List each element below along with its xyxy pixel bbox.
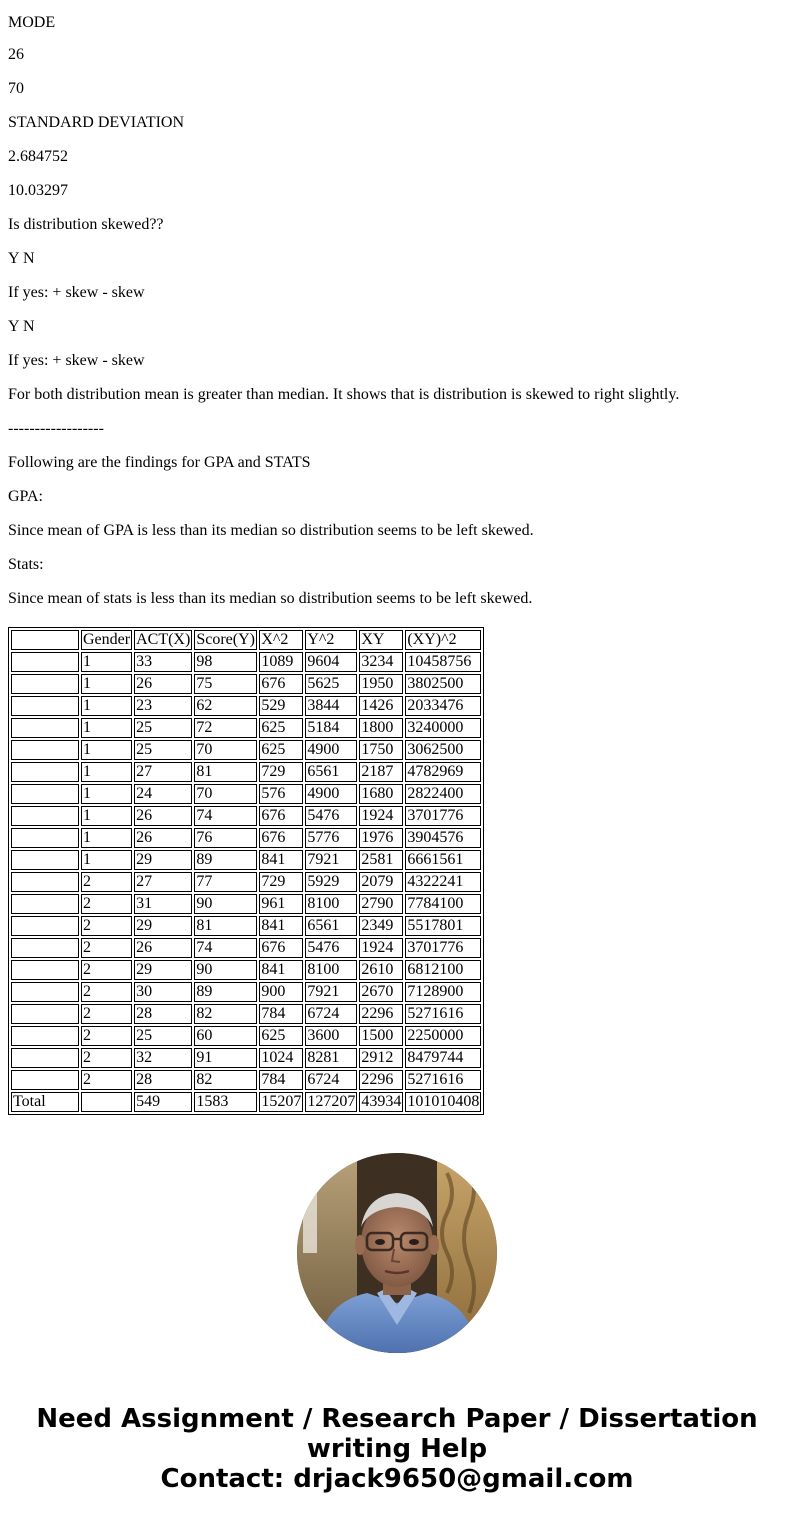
table-cell: 3701776 (405, 938, 481, 958)
table-row (11, 806, 481, 826)
table-cell: 7128900 (405, 982, 481, 1002)
table-cell: 25 (134, 1026, 192, 1046)
table-header-cell: Y^2 (305, 630, 357, 650)
table-cell (11, 960, 79, 980)
table-cell: 29 (134, 850, 192, 870)
table-cell: 15207 (261, 1093, 302, 1110)
table-row (11, 674, 481, 694)
table-header-cell: Score(Y) (194, 630, 257, 650)
table-row (11, 916, 481, 936)
table-cell: 24 (134, 784, 192, 804)
table-cell: 6724 (305, 1070, 357, 1090)
table-cell: Total (11, 1092, 79, 1112)
table-cell: 3904576 (405, 828, 481, 848)
text-line: GPA: (8, 488, 43, 505)
table-header-cell: XY (359, 630, 403, 650)
author-avatar (297, 1153, 497, 1353)
table-row (11, 894, 481, 914)
table-cell: 32 (134, 1048, 192, 1068)
table-cell: 81 (194, 762, 257, 782)
table-cell: 576 (259, 784, 303, 804)
table-cell (11, 784, 79, 804)
table-row (11, 718, 481, 738)
table-cell: 1 (81, 674, 132, 694)
table-cell: 2 (81, 1004, 132, 1024)
table-cell: 8281 (305, 1048, 357, 1068)
table-cell: 961 (259, 894, 303, 914)
table-cell: 1 (81, 806, 132, 826)
table-cell: 1 (81, 740, 132, 760)
table-cell: 841 (259, 850, 303, 870)
table-cell: 2296 (359, 1004, 403, 1024)
promo-line-2: writing Help (306, 1434, 488, 1464)
table-cell: 4900 (305, 784, 357, 804)
table-cell (11, 806, 79, 826)
table-cell: 1680 (359, 784, 403, 804)
table-cell: 8100 (305, 960, 357, 980)
text-line: If yes: + skew - skew (8, 352, 145, 369)
table-cell: 676 (259, 828, 303, 848)
document-body (8, 0, 786, 610)
table-cell (81, 1092, 132, 1112)
table-cell: 5271616 (405, 1004, 481, 1024)
table-cell: 29 (134, 916, 192, 936)
table-cell: 2 (81, 938, 132, 958)
table-cell: 5184 (305, 718, 357, 738)
table-cell (11, 1026, 79, 1046)
table-cell (11, 1070, 79, 1090)
table-cell: 1 (81, 718, 132, 738)
table-cell: 841 (259, 916, 303, 936)
table-cell: 2250000 (405, 1026, 481, 1046)
table-cell: 6561 (305, 916, 357, 936)
table-cell: 5476 (305, 806, 357, 826)
table-cell: 2 (81, 1048, 132, 1068)
table-cell (11, 872, 79, 892)
table-cell: 90 (194, 894, 257, 914)
table-cell: 5476 (305, 938, 357, 958)
table-cell: 729 (259, 762, 303, 782)
text-line: 70 (8, 80, 24, 97)
table-cell: 1950 (359, 674, 403, 694)
table-cell: 6661561 (405, 850, 481, 870)
table-cell: 729 (259, 872, 303, 892)
table-cell: 2296 (359, 1070, 403, 1090)
text-line: Stats: (8, 556, 44, 573)
table-cell (11, 674, 79, 694)
table-cell: 2079 (359, 872, 403, 892)
table-cell: 7921 (305, 982, 357, 1002)
table-cell: 98 (194, 652, 257, 672)
table-cell (11, 762, 79, 782)
text-line: 2.684752 (8, 148, 68, 165)
table-cell: 6812100 (405, 960, 481, 980)
text-line: MODE (8, 14, 56, 31)
table-cell: 2822400 (405, 784, 481, 804)
table-cell: 31 (134, 894, 192, 914)
table-header-row (11, 630, 481, 650)
table-cell (11, 850, 79, 870)
text-line: Y N (8, 318, 35, 335)
table-cell: 2 (81, 916, 132, 936)
text-line: 26 (8, 46, 24, 63)
table-cell: 625 (259, 1026, 303, 1046)
table-cell: 1024 (259, 1048, 303, 1068)
table-row (11, 762, 481, 782)
table-cell: 27 (134, 872, 192, 892)
text-line: STANDARD DEVIATION (8, 114, 185, 131)
table-cell: 2912 (359, 1048, 403, 1068)
table-cell: 33 (134, 652, 192, 672)
table-cell: 4900 (305, 740, 357, 760)
table-cell: 2610 (359, 960, 403, 980)
table-cell: 1089 (259, 652, 303, 672)
table-cell: 3062500 (405, 740, 481, 760)
table-cell (11, 1004, 79, 1024)
table-cell: 1583 (194, 1092, 257, 1112)
table-cell: 5929 (305, 872, 357, 892)
table-cell: 1 (81, 652, 132, 672)
table-cell: 3802500 (405, 674, 481, 694)
table-row (11, 1004, 481, 1024)
statistics-table (8, 627, 484, 1115)
table-cell: 1500 (359, 1026, 403, 1046)
table-cell (11, 938, 79, 958)
table-cell: 1924 (359, 938, 403, 958)
table-cell: 5517801 (405, 916, 481, 936)
table-cell: 62 (194, 696, 257, 716)
table-cell (11, 718, 79, 738)
table-row (11, 1070, 481, 1090)
table-cell: 4322241 (405, 872, 481, 892)
table-cell: 26 (134, 938, 192, 958)
table-header-cell: (XY)^2 (405, 630, 481, 650)
table-cell (11, 696, 79, 716)
table-row (11, 982, 481, 1002)
table-cell: 5776 (305, 828, 357, 848)
table-row (11, 828, 481, 848)
text-line: Since mean of stats is less than its median so distribution seems to be left skewed. (8, 590, 533, 607)
table-cell: 9604 (305, 652, 357, 672)
table-cell: 29 (134, 960, 192, 980)
table-cell: 1800 (359, 718, 403, 738)
table-cell: 26 (134, 806, 192, 826)
table-cell: 82 (194, 1004, 257, 1024)
table-cell: 3234 (359, 652, 403, 672)
table-cell: 82 (194, 1070, 257, 1090)
table-cell: 3844 (305, 696, 357, 716)
table-cell (11, 982, 79, 1002)
text-line: ------------------ (8, 420, 104, 437)
table-cell: 1 (81, 762, 132, 782)
table-cell (11, 652, 79, 672)
table-cell: 70 (194, 740, 257, 760)
text-line: For both distribution mean is greater than median. It shows that is distribution is skewed to right slightly. (8, 386, 680, 403)
table-cell: 1976 (359, 828, 403, 848)
table-header-cell (11, 630, 79, 650)
table-cell: 28 (134, 1070, 192, 1090)
table-cell: 89 (194, 850, 257, 870)
table-row (11, 872, 481, 892)
table-cell: 77 (194, 872, 257, 892)
table-cell: 2670 (359, 982, 403, 1002)
table-cell: 101010408 (407, 1093, 480, 1110)
table-cell: 90 (194, 960, 257, 980)
table-cell: 26 (134, 674, 192, 694)
table-row (11, 1048, 481, 1068)
table-row (11, 850, 481, 870)
table-cell: 5625 (305, 674, 357, 694)
text-line: If yes: + skew - skew (8, 284, 145, 301)
text-line: Since mean of GPA is less than its median so distribution seems to be left skewed. (8, 522, 534, 539)
table-cell: 25 (134, 718, 192, 738)
table-cell: 2 (81, 872, 132, 892)
table-cell: 3701776 (405, 806, 481, 826)
table-cell: 6724 (305, 1004, 357, 1024)
table-cell: 1 (81, 828, 132, 848)
table-cell: 10458756 (405, 652, 481, 672)
table-cell: 26 (134, 828, 192, 848)
table-total-row (11, 1092, 481, 1112)
table-cell: 91 (194, 1048, 257, 1068)
table-cell: 784 (259, 1070, 303, 1090)
table-cell: 8100 (305, 894, 357, 914)
table-cell: 27 (134, 762, 192, 782)
table-cell: 2187 (359, 762, 403, 782)
table-cell: 2 (81, 960, 132, 980)
table-cell: 76 (194, 828, 257, 848)
table-cell: 5271616 (405, 1070, 481, 1090)
table-cell: 7921 (305, 850, 357, 870)
table-header-cell: Gender (83, 631, 131, 648)
table-cell: 30 (134, 982, 192, 1002)
table-cell: 841 (259, 960, 303, 980)
table-cell (11, 828, 79, 848)
table-cell: 2 (81, 1070, 132, 1090)
table-cell: 4782969 (405, 762, 481, 782)
table-cell: 23 (134, 696, 192, 716)
text-line: Following are the findings for GPA and STATS (8, 454, 311, 471)
text-line: Is distribution skewed?? (8, 216, 164, 233)
table-row (11, 1026, 481, 1046)
person-photo-icon (297, 1153, 497, 1353)
table-cell: 81 (194, 916, 257, 936)
text-line: 10.03297 (8, 182, 68, 199)
table-cell: 676 (259, 674, 303, 694)
table-cell (11, 894, 79, 914)
table-cell: 549 (134, 1092, 192, 1112)
text-line: Y N (8, 250, 35, 267)
table-row (11, 740, 481, 760)
table-cell: 6561 (305, 762, 357, 782)
table-cell: 529 (259, 696, 303, 716)
table-cell: 676 (259, 938, 303, 958)
table-row (11, 784, 481, 804)
table-cell: 1 (81, 850, 132, 870)
table-header-cell: X^2 (259, 630, 303, 650)
table-cell: 3240000 (405, 718, 481, 738)
table-cell: 8479744 (405, 1048, 481, 1068)
table-cell: 2 (81, 894, 132, 914)
table-cell: 1 (81, 784, 132, 804)
table-cell: 1 (81, 696, 132, 716)
promo-contact: Contact: drjack9650@gmail.com (160, 1464, 634, 1494)
table-cell: 25 (134, 740, 192, 760)
table-cell: 1924 (359, 806, 403, 826)
table-cell: 70 (194, 784, 257, 804)
table-cell: 676 (259, 806, 303, 826)
table-cell (11, 740, 79, 760)
table-cell: 72 (194, 718, 257, 738)
table-cell (11, 916, 79, 936)
table-cell: 75 (194, 674, 257, 694)
table-cell: 784 (259, 1004, 303, 1024)
table-cell: 900 (259, 982, 303, 1002)
table-row (11, 696, 481, 716)
table-cell: 1426 (359, 696, 403, 716)
table-cell: 2 (81, 982, 132, 1002)
table-row (11, 960, 481, 980)
table-cell: 28 (134, 1004, 192, 1024)
table-cell: 3600 (305, 1026, 357, 1046)
table-cell: 127207 (307, 1093, 356, 1110)
table-cell: 74 (194, 938, 257, 958)
promo-banner (0, 1404, 794, 1494)
table-cell: 43934 (361, 1093, 402, 1110)
promo-line-1: Need Assignment / Research Paper / Dissertation (36, 1404, 758, 1434)
table-cell: 89 (194, 982, 257, 1002)
table-cell: 2033476 (405, 696, 481, 716)
table-row (11, 938, 481, 958)
table-row (11, 652, 481, 672)
table-cell: 625 (259, 740, 303, 760)
table-cell: 2 (81, 1026, 132, 1046)
table-cell (11, 1048, 79, 1068)
table-cell: 2349 (359, 916, 403, 936)
table-cell: 1750 (359, 740, 403, 760)
table-cell: 2581 (359, 850, 403, 870)
table-cell: 2790 (359, 894, 403, 914)
table-cell: 625 (259, 718, 303, 738)
table-cell: 60 (194, 1026, 257, 1046)
table-header-cell: ACT(X) (136, 631, 191, 648)
table-cell: 7784100 (405, 894, 481, 914)
table-cell: 74 (194, 806, 257, 826)
